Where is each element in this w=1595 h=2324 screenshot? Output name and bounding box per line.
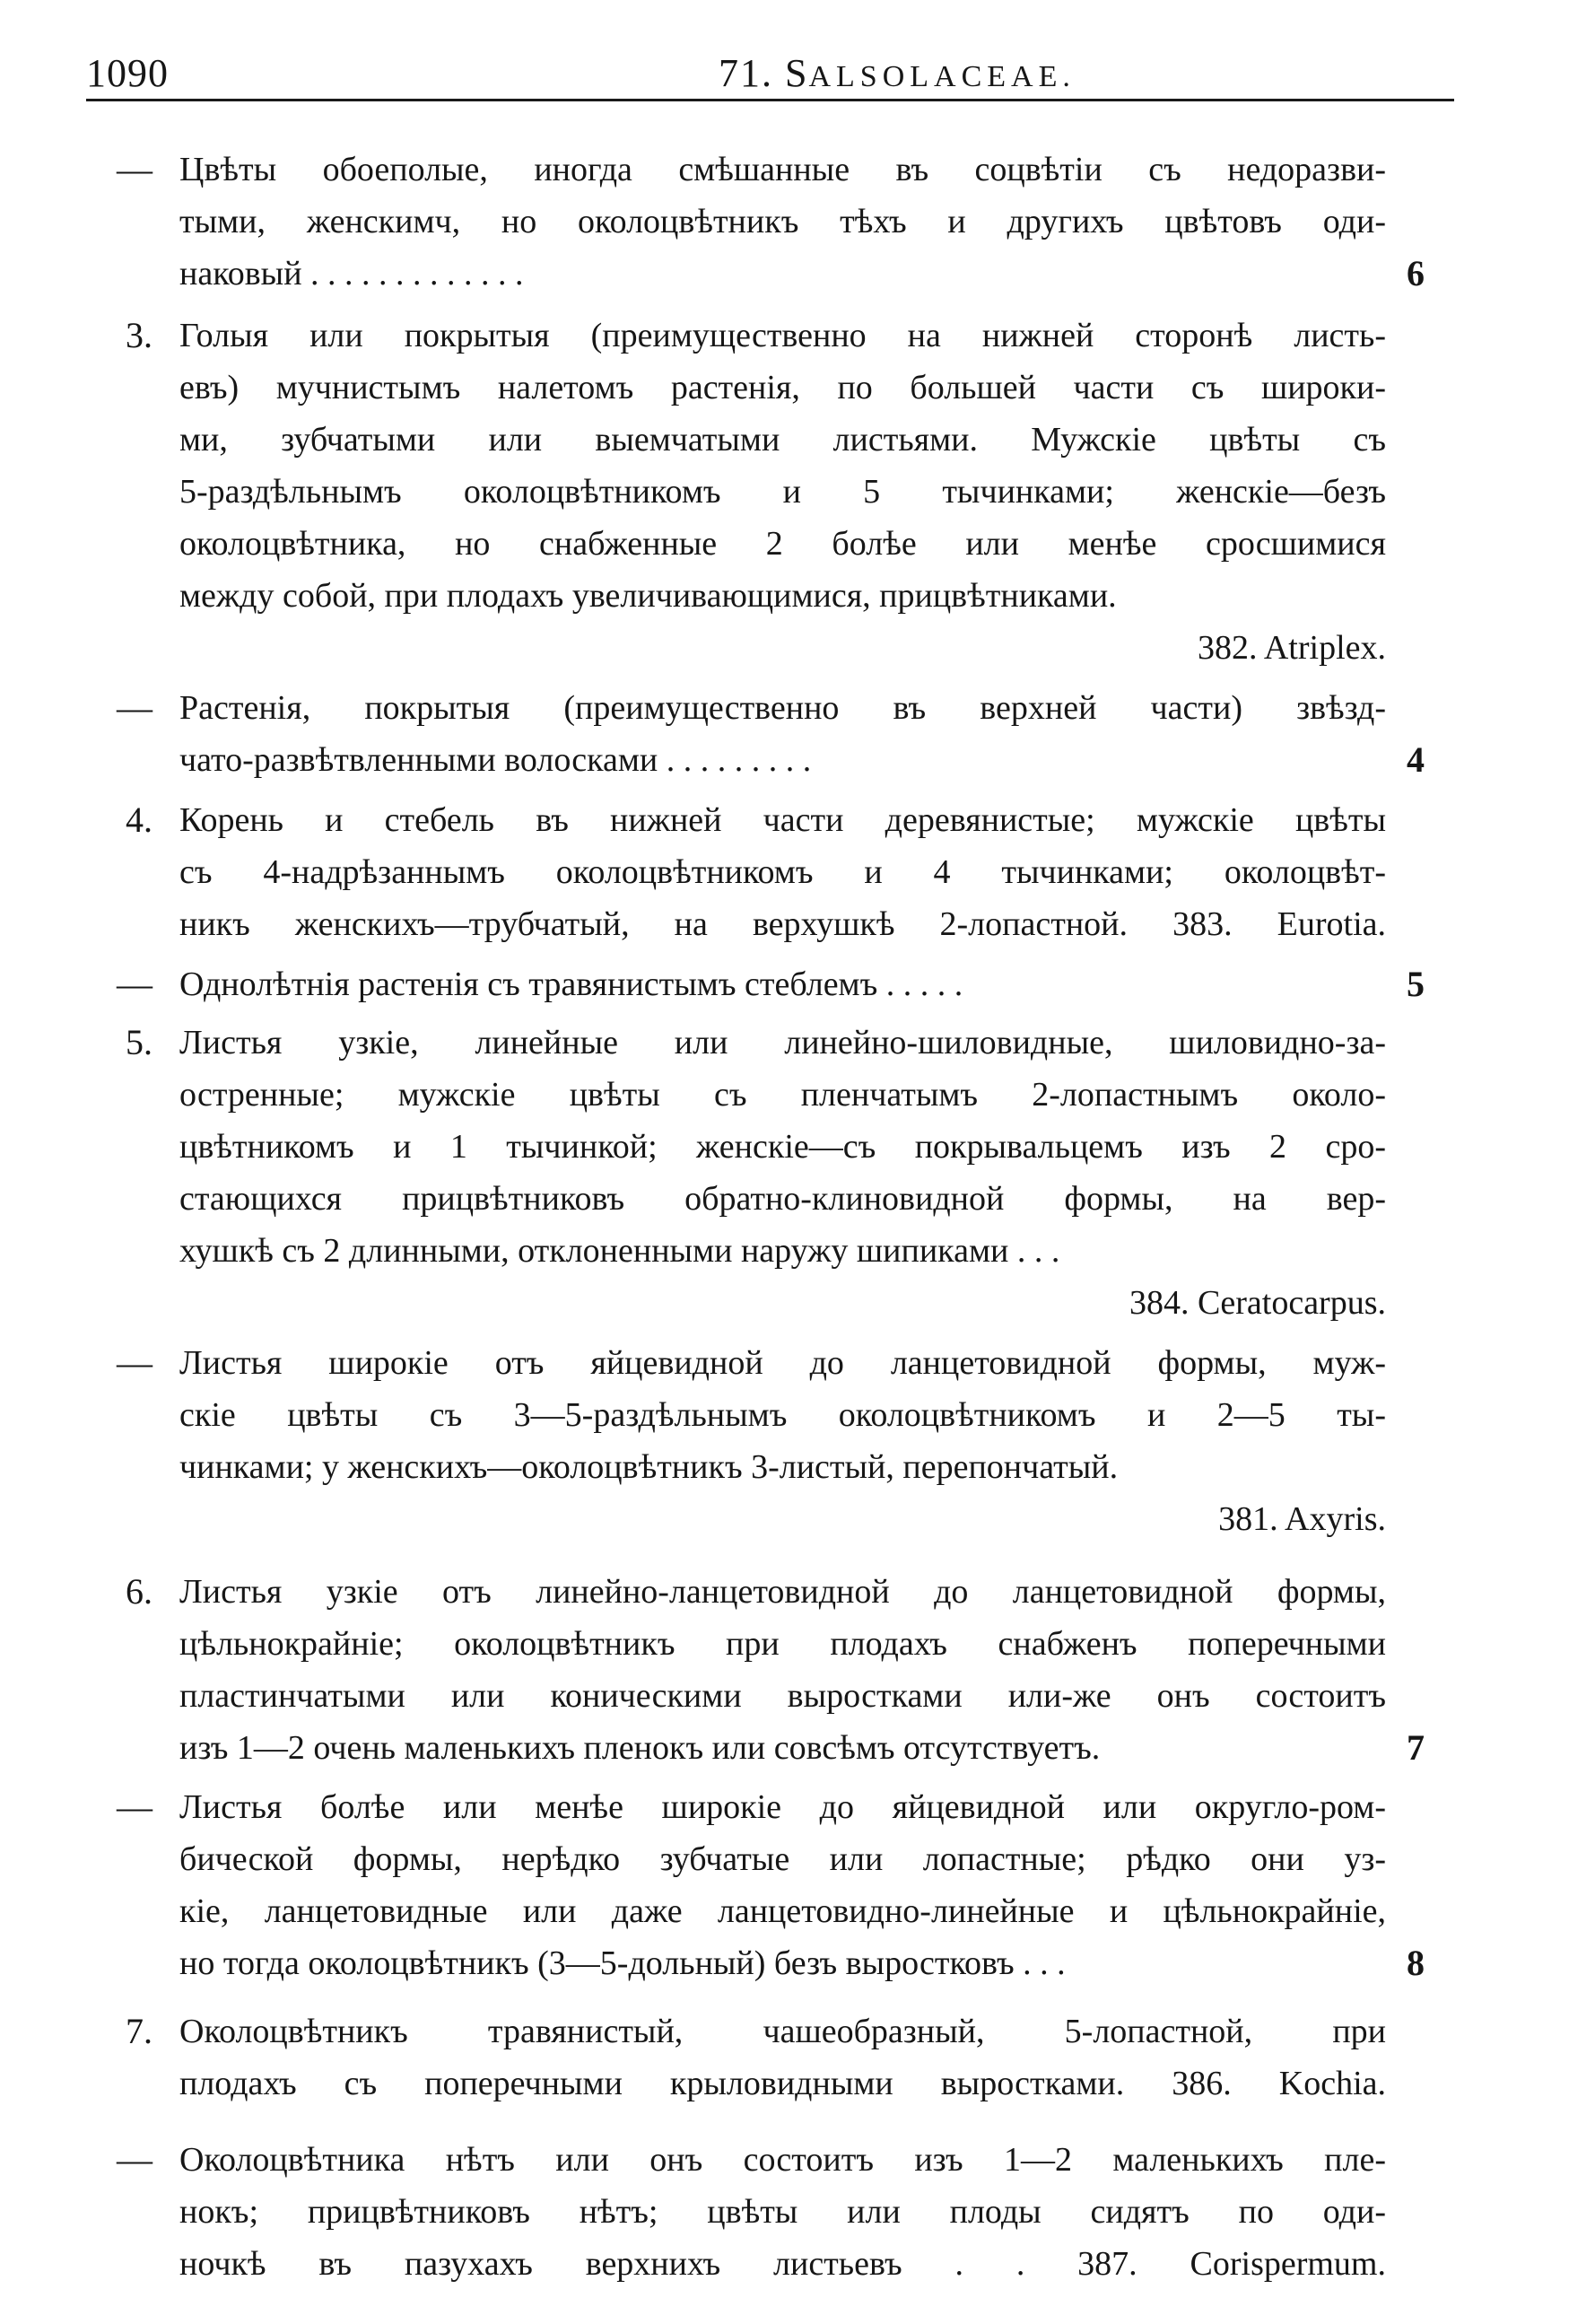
entry-line: Корень и стебель въ нижней части деревянистые; мужскіе цвѣты — [179, 801, 1386, 839]
entry-reference: 5 — [1407, 964, 1425, 1004]
key-entry-7 — [126, 2005, 1386, 2110]
entry-line: Околоцвѣтникъ травянистый, чашеобразный, 5-лопастной, при — [179, 2013, 1386, 2050]
entry-line: но тогда околоцвѣтникъ (3—5-дольный) безъ выростковъ . . . — [179, 1944, 1066, 1982]
key-entry-dash-axyris — [117, 1337, 1386, 1545]
entry-reference: 6 — [1407, 253, 1425, 293]
entry-line: Листья широкіе отъ яйцевидной до ланцетовидной формы, муж- — [179, 1344, 1386, 1382]
entry-line: нокъ; прицвѣтниковъ нѣтъ; цвѣты или плоды сидятъ по оди- — [179, 2193, 1386, 2231]
entry-marker: — — [117, 149, 153, 189]
header-rule — [86, 99, 1454, 101]
entry-marker: 7. — [126, 2011, 153, 2051]
entry-line: стающихся прицвѣтниковъ обратно-клиновидной формы, на вер- — [179, 1180, 1386, 1218]
entry-line: Околоцвѣтника нѣтъ или онъ состоитъ изъ 1—2 маленькихъ пле- — [179, 2141, 1386, 2179]
entry-marker: 4. — [126, 799, 153, 840]
entry-line: Растенія, покрытыя (преимущественно въ верхней части) звѣзд- — [179, 689, 1386, 727]
entry-line: Листья узкіе, линейные или линейно-шиловидные, шиловидно-за- — [179, 1024, 1386, 1062]
entry-line: чинками; у женскихъ—околоцвѣтникъ 3-листый, перепончатый. — [179, 1448, 1119, 1486]
key-entry-dash-corispermum — [117, 2134, 1386, 2290]
entry-line: околоцвѣтника, но снабженные 2 болѣе или менѣе сросшимися — [179, 525, 1386, 563]
key-entry-5 — [126, 1017, 1386, 1329]
entry-marker: — — [117, 2139, 153, 2180]
entry-marker: 6. — [126, 1571, 153, 1612]
entry-line: хушкѣ съ 2 длинными, отклоненными наружу шипиками . . . — [179, 1232, 1060, 1270]
entry-line: бической формы, нерѣдко зубчатые или лопастные; рѣдко они уз- — [179, 1840, 1386, 1878]
entry-line: остренные; мужскіе цвѣты съ пленчатымъ 2-лопастнымъ около- — [179, 1076, 1386, 1114]
genus-name: 382. Atriplex. — [1197, 629, 1386, 667]
key-entry-dash-8 — [117, 1781, 1425, 1989]
entry-line: плодахъ съ поперечными крыловидными выростками. 386. Kochia. — [179, 2065, 1386, 2102]
section-title-initial: S — [785, 51, 809, 95]
entry-line: евъ) мучнистымъ налетомъ растенія, по большей части съ широки- — [179, 369, 1386, 406]
entry-line: кіе, ланцетовидные или даже ланцетовидно-линейные и цѣльнокрайніе, — [179, 1892, 1386, 1930]
entry-line: между собой, при плодахъ увеличивающимися, прицвѣтниками. — [179, 577, 1117, 615]
key-entry-dash-4 — [117, 682, 1425, 786]
genus-name: 381. Axyris. — [1218, 1500, 1386, 1538]
entry-marker: 5. — [126, 1022, 153, 1062]
entry-line: съ 4-надрѣзаннымъ околоцвѣтникомъ и 4 тычинками; околоцвѣт- — [179, 853, 1386, 891]
entry-line: цвѣтникомъ и 1 тычинкой; женскіе—съ покрывальцемъ изъ 2 сро- — [179, 1128, 1386, 1166]
entry-line: скіе цвѣты съ 3—5-раздѣльнымъ околоцвѣтникомъ и 2—5 ты- — [179, 1396, 1386, 1434]
genus-name: 384. Ceratocarpus. — [1129, 1284, 1386, 1322]
key-entry-6 — [126, 1566, 1425, 1774]
section-title — [719, 50, 1076, 96]
entry-line: Листья болѣе или менѣе широкіе до яйцевидной или округло-ром- — [179, 1788, 1386, 1826]
entry-line: Листья узкіе отъ линейно-ланцетовидной до ланцетовидной формы, — [179, 1573, 1386, 1611]
key-entry-3 — [126, 310, 1386, 674]
entry-reference: 7 — [1407, 1727, 1425, 1768]
key-entry-dash-5 — [117, 958, 1425, 1010]
entry-marker: — — [117, 1342, 153, 1383]
entry-marker: 3. — [126, 315, 153, 355]
entry-line: тыми, женскимч, но околоцвѣтникъ тѣхъ и другихъ цвѣтовъ оди- — [179, 203, 1386, 240]
entry-line: ми, зубчатыми или выемчатыми листьями. Мужскіе цвѣты съ — [179, 421, 1386, 459]
entry-marker: — — [117, 1787, 153, 1827]
key-entry-4 — [126, 794, 1386, 950]
key-entry-dash-6 — [117, 144, 1425, 300]
entry-line: Голыя или покрытыя (преимущественно на нижней сторонѣ листь- — [179, 317, 1386, 354]
entry-marker: — — [117, 964, 153, 1004]
section-number: 71. — [719, 51, 773, 95]
page-number: 1090 — [86, 51, 169, 95]
entry-line: Цвѣты обоеполые, иногда смѣшанные въ соцвѣтіи съ недоразви- — [179, 151, 1386, 188]
entry-line: Однолѣтнія растенія съ травянистымъ стеблемъ . . . . . — [179, 965, 963, 1003]
section-title-rest: ALSOLACEAE. — [808, 60, 1076, 93]
entry-line: чато-развѣтвленными волосками . . . . . . . . . — [179, 741, 812, 779]
entry-line: ночкѣ въ пазухахъ верхнихъ листьевъ . . 387. Corispermum. — [179, 2245, 1386, 2283]
entry-line: цѣльнокрайніе; околоцвѣтникъ при плодахъ снабженъ поперечными — [179, 1625, 1386, 1663]
entry-line: пластинчатыми или коническими выростками или-же онъ состоитъ — [179, 1677, 1386, 1715]
entry-marker: — — [117, 687, 153, 728]
entry-line: изъ 1—2 очень маленькихъ пленокъ или совсѣмъ отсутствуетъ. — [179, 1729, 1101, 1767]
entry-line: 5-раздѣльнымъ околоцвѣтникомъ и 5 тычинками; женскіе—безъ — [179, 473, 1386, 511]
entry-reference: 8 — [1407, 1943, 1425, 1983]
page-header — [86, 50, 1454, 104]
entry-line: никъ женскихъ—трубчатый, на верхушкѣ 2-лопастной. 383. Eurotia. — [179, 905, 1386, 943]
entry-reference: 4 — [1407, 739, 1425, 780]
entry-line: наковый . . . . . . . . . . . . . — [179, 255, 524, 293]
